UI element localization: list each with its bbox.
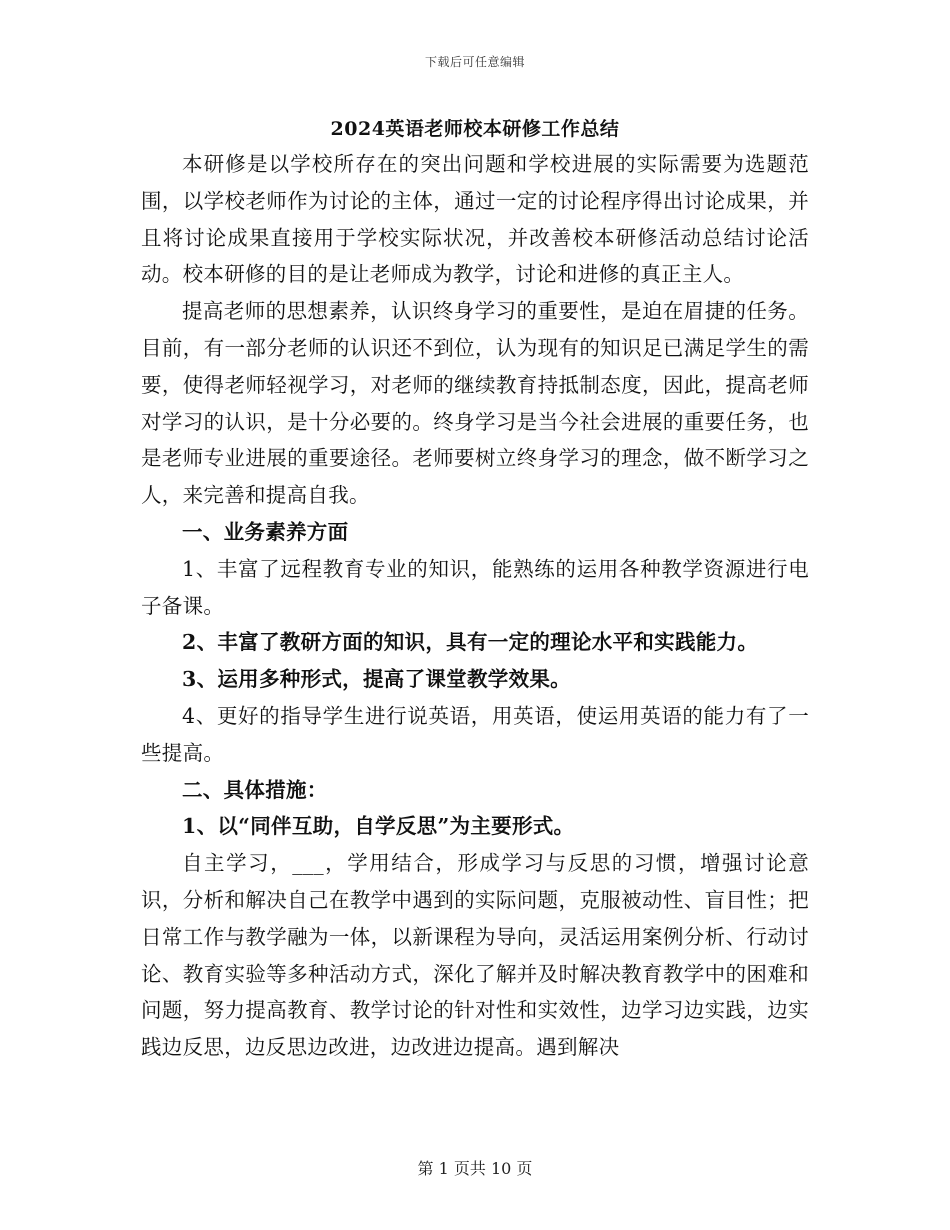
- paragraph-self-study: 自主学习，___，学用结合，形成学习与反思的习惯，增强讨论意识，分析和解决自己在教学中遇到的实际问题，克服被动性、盲目性；把日常工作与教学融为一体，以新课程为导向，灵活运用案例分析、行动讨论、教育实验等多种活动方式，深化了解并及时解决教育教学中的困难和问题，努力提高教育、教学讨论的针对性和实效性，边学习边实践，边实践边反思，边反思边改进，边改进边提高。遇到解决: [141, 851, 809, 1060]
- page-header: 下载后可任意编辑: [424, 55, 525, 69]
- document-body: [141, 146, 809, 1066]
- paragraph-ideology: 提高老师的思想素养，认识终身学习的重要性，是迫在眉捷的任务。目前，有一部分老师的认识还不到位，认为现有的知识足已满足学生的需要，使得老师轻视学习，对老师的继续教育持抵制态度，因此，提高老师对学习的认识，是十分必要的。终身学习是当今社会进展的重要任务，也是老师专业进展的重要途径。老师要树立终身学习的理念，做不断学习之人，来完善和提高自我。: [141, 299, 809, 508]
- list-item-4: 4、更好的指导学生进行说英语，用英语，使运用英语的能力有了一些提高。: [141, 703, 809, 765]
- page-footer: 第 1 页共 10 页: [417, 1159, 533, 1178]
- section-heading-measures: 二、具体措施：: [182, 777, 328, 802]
- list-item-2: 2、丰富了教研方面的知识，具有一定的理论水平和实践能力。: [182, 630, 759, 655]
- document-title: 2024英语老师校本研修工作总结: [330, 118, 620, 140]
- section-heading-professional-quality: 一、业务素养方面: [182, 519, 349, 544]
- list-item-3: 3、运用多种形式，提高了课堂教学效果。: [182, 667, 571, 692]
- paragraph-intro: 本研修是以学校所存在的突出问题和学校进展的实际需要为选题范围，以学校老师作为讨论的主体，通过一定的讨论程序得出讨论成果，并且将讨论成果直接用于学校实际状况，并改善校本研修活动总结讨论活动。校本研修的目的是让老师成为教学，讨论和进修的真正主人。: [141, 152, 809, 287]
- subheading-peer-assistance: 1、以“同伴互助，自学反思”为主要形式。: [182, 814, 575, 839]
- list-item-1: 1、丰富了远程教育专业的知识，能熟练的运用各种教学资源进行电子备课。: [141, 556, 809, 618]
